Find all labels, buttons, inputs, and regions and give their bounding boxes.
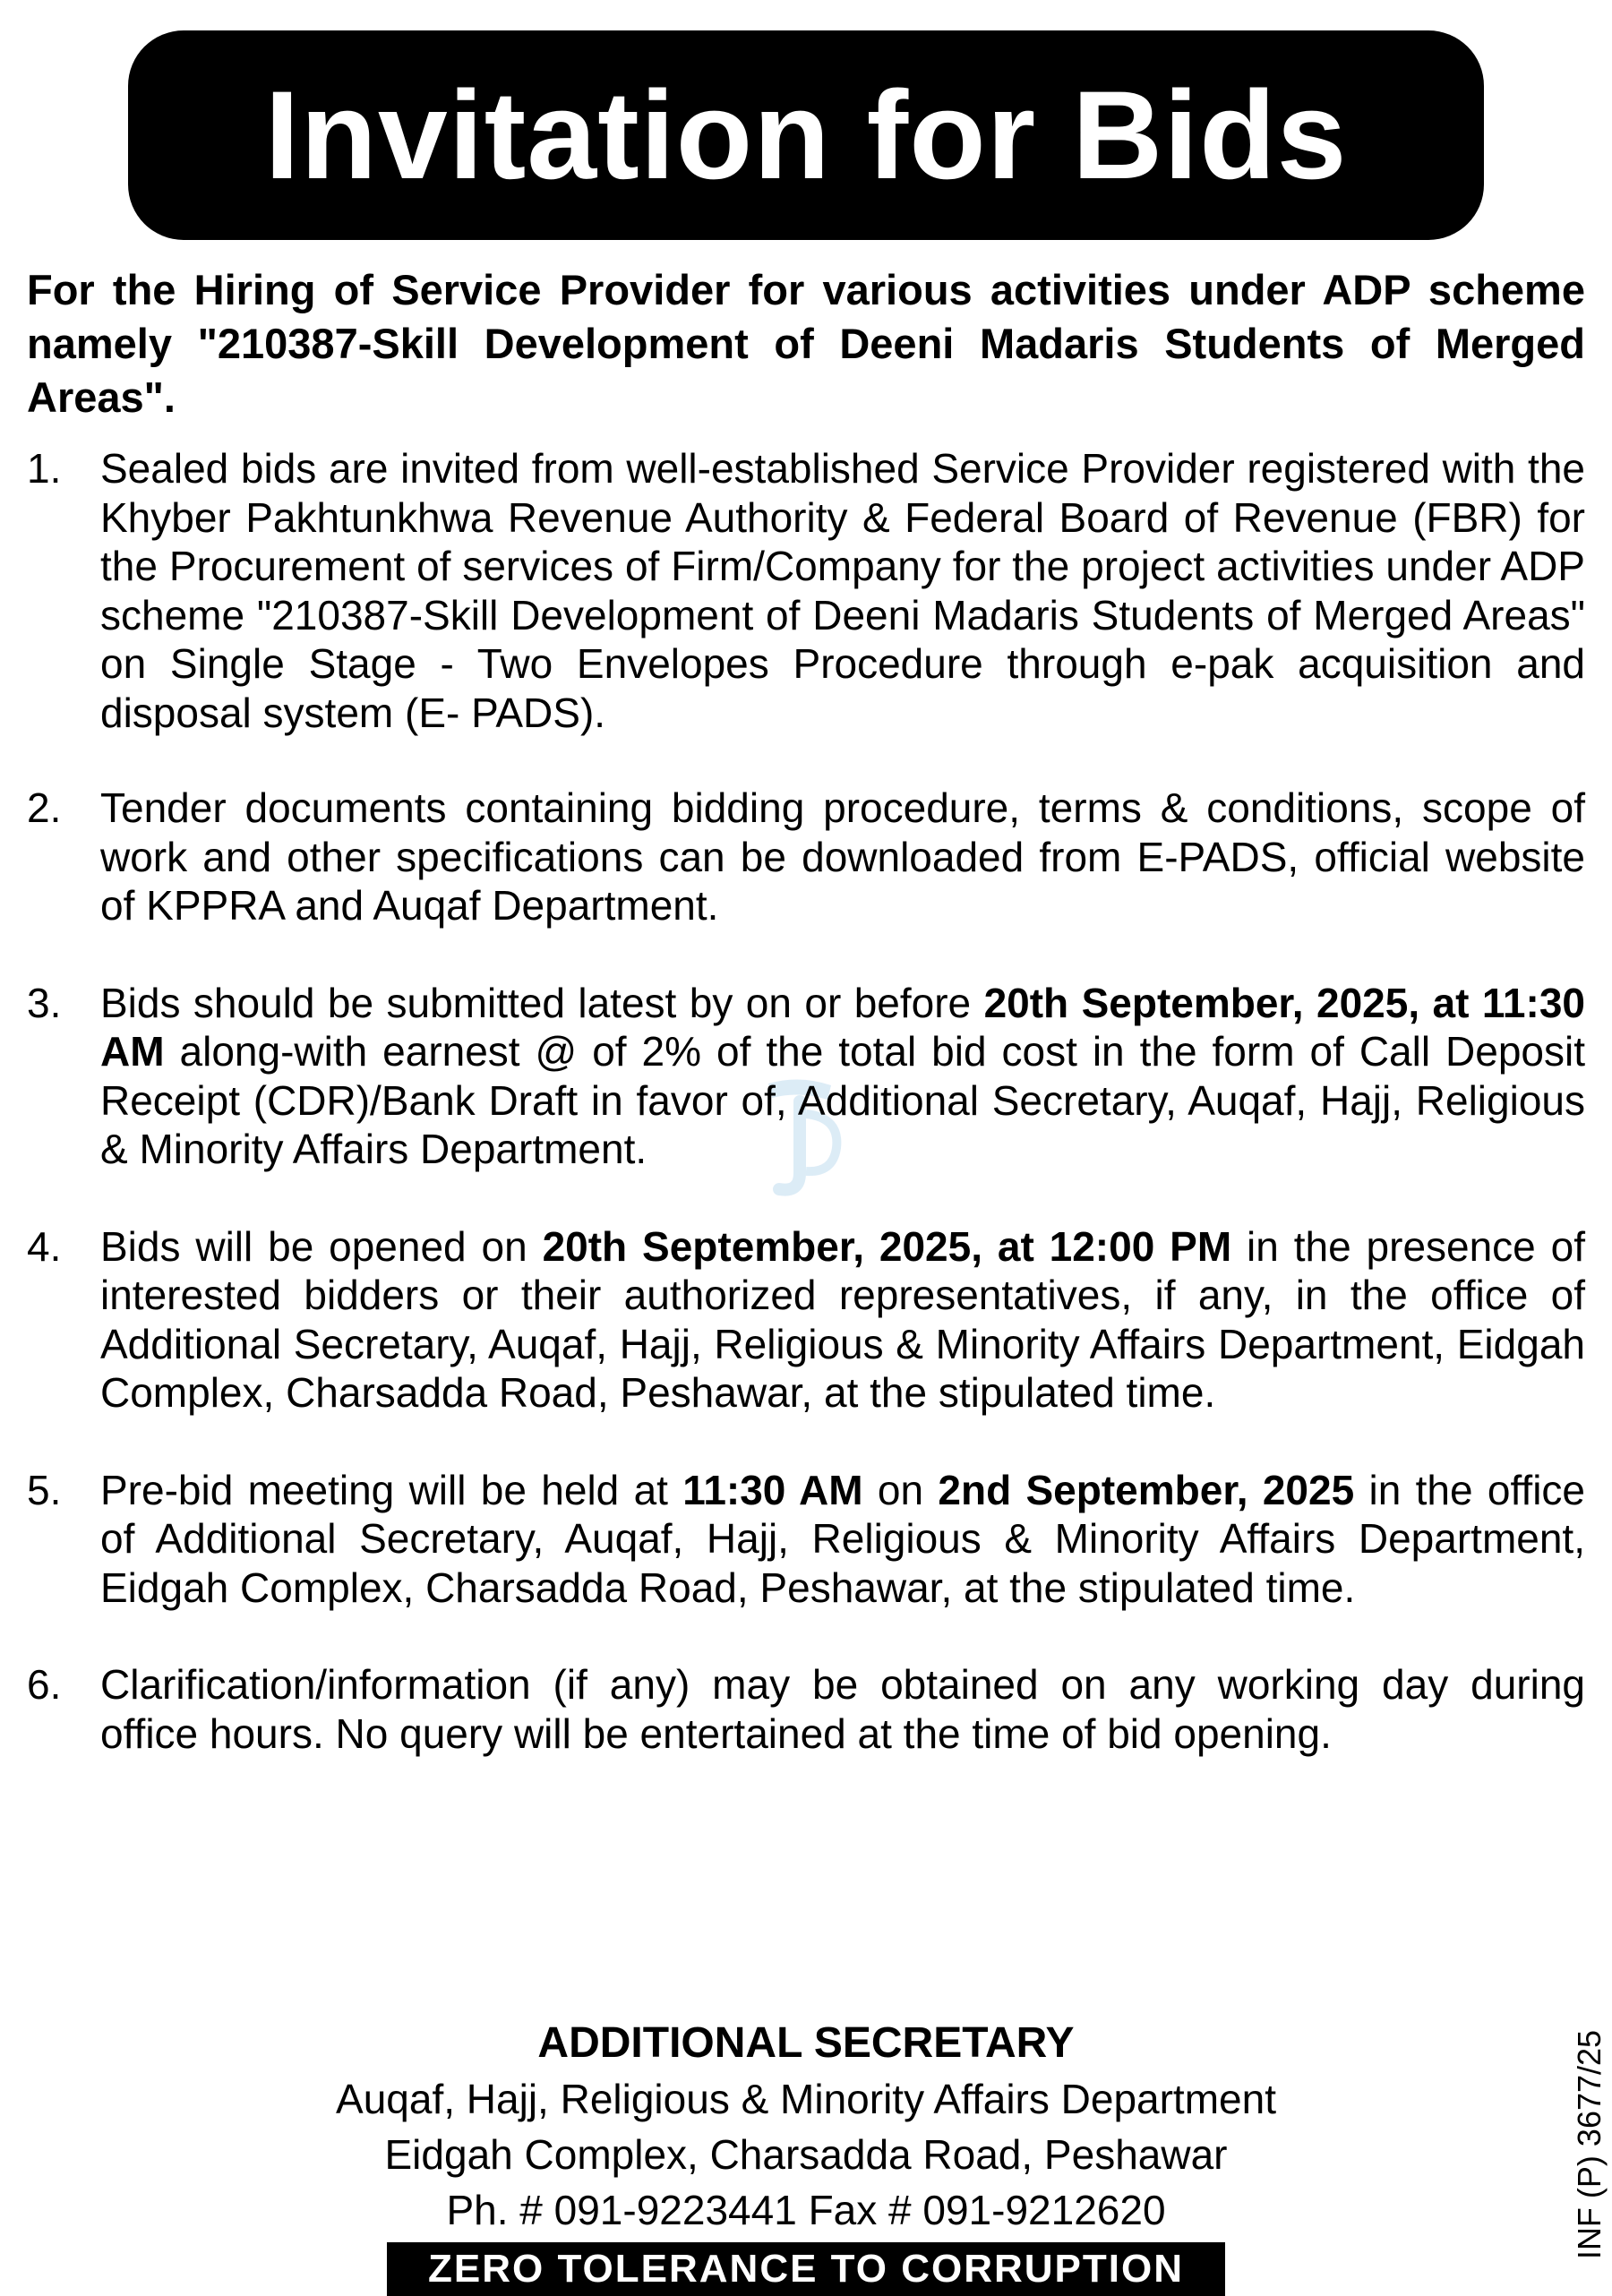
- item-text: Tender documents containing bidding procedure, terms & conditions, scope of work and other specifications can be downloaded from E-PADS, official website of KPPRA and Auqaf Department.: [100, 784, 1585, 929]
- item-number: 6.: [27, 1661, 62, 1708]
- signatory-title: ADDITIONAL SECRETARY: [537, 2019, 1075, 2067]
- item-text-pre: Bids will be opened on: [100, 1222, 543, 1270]
- prebid-date: 2nd September, 2025: [938, 1466, 1355, 1513]
- item-number: 3.: [27, 979, 62, 1026]
- item-number: 5.: [27, 1466, 62, 1513]
- item-text-post: along-with earnest @ of 2% of the total bid cost in the form of Call Deposit Receipt (CDR)/Bank Draft in favor of, Additional Secretary, Auqaf, Hajj, Religious & Minority Affairs Department.: [100, 1028, 1585, 1172]
- item-text-pre: Bids should be submitted latest by on or before: [100, 979, 984, 1026]
- item-text-post: in the presence of interested bidders or their authorized representatives, if any, in the office of Additional Secretary, Auqaf, Hajj, Religious & Minority Affairs Department, Eidgah Complex, Charsadda Road, Peshawar, at the stipulated time.: [100, 1222, 1586, 1416]
- item-text-pre: Pre-bid meeting will be held at: [100, 1466, 683, 1513]
- notice-subtitle: For the Hiring of Service Provider for various activities under ADP scheme namely "210387-Skill Development of Deeni Madaris Students of Merged Areas".: [27, 266, 1585, 421]
- department-name: Auqaf, Hajj, Religious & Minority Affairs Department: [336, 2076, 1276, 2122]
- list-item: [27, 1660, 1585, 1758]
- opening-datetime: 20th September, 2025, at 12:00 PM: [542, 1222, 1232, 1270]
- list-item: [27, 444, 1585, 737]
- terms-list: [27, 444, 1585, 1758]
- list-item: [27, 1466, 1585, 1613]
- item-text-post: in the office of Additional Secretary, Auqaf, Hajj, Religious & Minority Affairs Department, Eidgah Complex, Charsadda Road, Peshawar, at the stipulated time.: [100, 1466, 1585, 1611]
- office-address: Eidgah Complex, Charsadda Road, Peshawar: [384, 2131, 1228, 2178]
- item-number: 1.: [27, 445, 62, 492]
- title-banner: [128, 30, 1484, 240]
- item-text-mid: on: [862, 1466, 939, 1513]
- contact-numbers: Ph. # 091-9223441 Fax # 091-9212620: [446, 2187, 1166, 2233]
- prebid-time: 11:30 AM: [682, 1466, 863, 1513]
- item-number: 4.: [27, 1222, 62, 1270]
- footer-slogan: ZERO TOLERANCE TO CORRUPTION: [428, 2247, 1184, 2291]
- page-title: Invitation for Bids: [264, 64, 1348, 205]
- item-text: Sealed bids are invited from well-established Service Provider registered with the Khyber Pakhtunkhwa Revenue Authority & Federal Board of Revenue (FBR) for the Procurement of services of Firm/Company for the project activities under ADP scheme "210387-Skill Development of Deeni Madaris Students of Merged Areas" on Single Stage - Two Envelopes Procedure through e-pak acquisition and disposal system (E- PADS).: [100, 445, 1585, 736]
- item-number: 2.: [27, 784, 62, 831]
- item-text: Clarification/information (if any) may be obtained on any working day during office hours. No query will be entertained at the time of bid opening.: [100, 1661, 1585, 1757]
- list-item: [27, 784, 1585, 930]
- list-item: [27, 979, 1585, 1174]
- submission-deadline: 20th September, 2025, at 11:30 AM: [100, 979, 1585, 1075]
- reference-code: INF (P) 3677/25: [1571, 2029, 1608, 2260]
- signature-block: [0, 2016, 1612, 2238]
- footer-banner: [387, 2242, 1225, 2296]
- list-item: [27, 1222, 1585, 1418]
